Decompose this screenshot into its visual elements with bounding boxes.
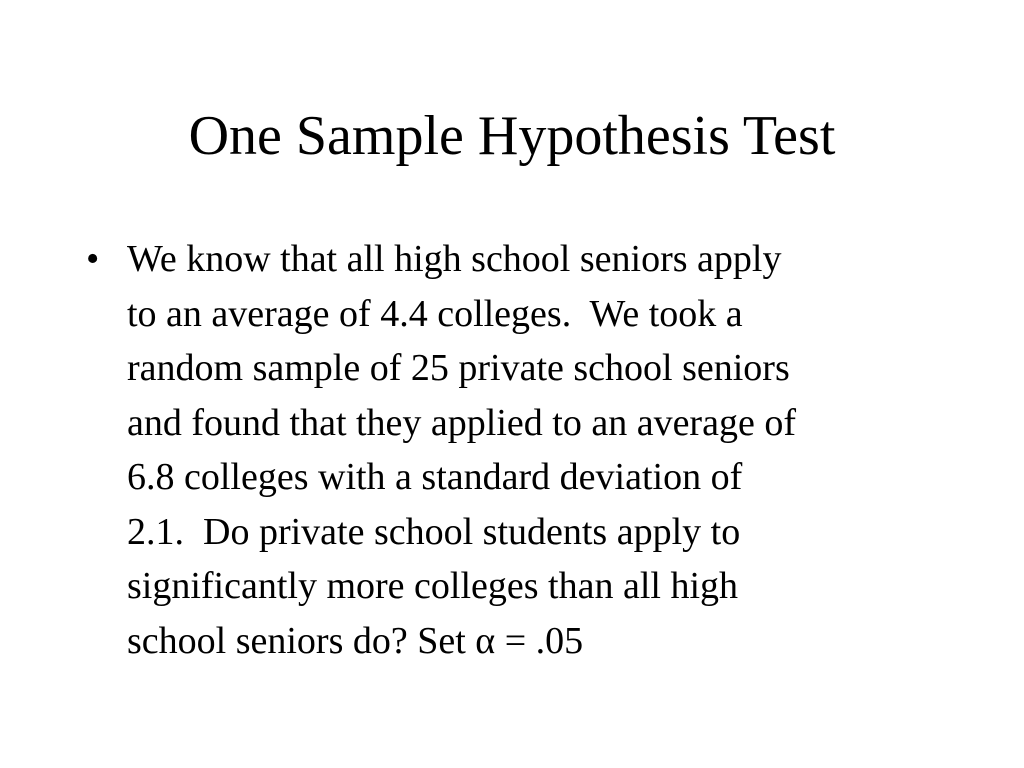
bullet-text-line: We know that all high school seniors apply [127, 238, 782, 280]
bullet-text-line: 2.1. Do private school students apply to [127, 510, 741, 553]
bullet-text-line: to an average of 4.4 colleges. We took a [127, 292, 743, 335]
slide-title: One Sample Hypothesis Test [188, 105, 836, 167]
bullet-text-line: 6.8 colleges with a standard deviation of [127, 456, 743, 498]
bullet-icon: • [86, 238, 100, 280]
bullet-item [86, 232, 946, 668]
bullet-text-line: significantly more colleges than all high [127, 565, 739, 607]
bullet-text-line: school seniors do? Set α = .05 [127, 619, 584, 662]
bullet-text-line: random sample of 25 private school seniors [127, 347, 790, 389]
bullet-text-line: and found that they applied to an average of [127, 401, 796, 444]
bullet-list [86, 232, 946, 668]
